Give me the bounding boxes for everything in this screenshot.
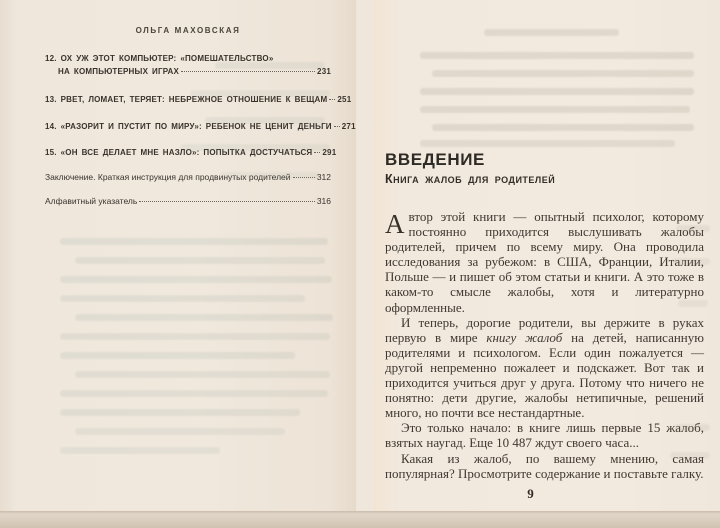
ghost-text-line [672,258,710,265]
ghost-text-line [60,352,295,359]
ghost-text-line [676,225,710,232]
ghost-text-line [215,62,325,69]
ghost-text-line [670,452,710,459]
toc-page-number: 231 [317,67,331,76]
toc-row [45,195,331,208]
text-run: Какая из жалоб, по вашему мнению, самая популярная? Просмотрите содержание и поставьте галку. [385,450,704,481]
page-number: 9 [527,486,534,501]
ghost-text-line [75,371,330,378]
ghost-text-line [190,90,330,97]
ghost-text-line [60,409,300,416]
ghost-text-line [432,70,694,77]
ghost-text-line [60,276,332,283]
page-bottom-edge [0,511,720,528]
toc-dotted-leader [139,201,315,202]
text-run: втор этой книги — опытный психолог, которому постоянно приходится выслушивать жалобы родителей, причем по всему миру. Она проводила исследования за рубежом: в США, Франции, Италии, Польше — и пишет об этом статьи и книги. А это тоже в каком-то смысле жалобы, хотя и литературно оформленные. [385,209,704,315]
toc-dotted-leader [329,99,335,100]
toc-entry-text: 13. РВЕТ, ЛОМАЕТ, ТЕРЯЕТ: НЕБРЕЖНОЕ ОТНОШЕНИЕ К ВЕЩАМ [45,95,328,104]
toc-entry-text: НА КОМПЬЮТЕРНЫХ ИГРАХ [58,67,180,76]
ghost-text-line [75,314,333,321]
ghost-text-line [420,88,694,95]
ghost-text-line [60,333,330,340]
toc-entry-text: 12. ОХ УЖ ЭТОТ КОМПЬЮТЕР: «ПОМЕШАТЕЛЬСТВО» [45,54,274,63]
toc [45,52,356,208]
paragraph [385,420,704,450]
ghost-text-line [75,428,285,435]
ghost-text-line [60,447,220,454]
ghost-text-line [674,424,710,431]
toc-page-number: 271 [341,122,356,131]
text-run: И теперь, дорогие родители, вы держите в руках первую в мире [385,314,704,345]
body-text [385,209,704,481]
ghost-text-line [60,238,328,245]
running-head-author: ОЛЬГА МАХОВСКАЯ [135,26,241,35]
text-run: Это только начало: в книге лишь первые 15 жалоб, взятых наугад. Еще 10 487 ждут своего часа... [385,420,704,451]
text-run: на детей, написанную родителями и психологом. Если один пожалуется — другой непременно пожалеет и подскажет. Вот так и приходится учиться друг у друга. Потому что ничего не понятно: дети другие, жалобы нетипичные, решений много, но почти все нестандартные. [385,329,704,421]
toc-entry-text: 15. «ОН ВСЕ ДЕЛАЕТ МНЕ НАЗЛО»: ПОПЫТКА ДОСТУЧАТЬСЯ [45,148,313,157]
paragraph [385,209,704,315]
ghost-text-line [420,52,694,59]
toc-page-number: 316 [316,196,331,206]
toc-dotted-leader [181,71,315,72]
toc-dotted-leader [334,126,340,127]
ghost-text-line [432,124,694,131]
toc-leader-row [45,195,331,208]
toc-page-number: 291 [322,148,337,157]
ghost-text-line [484,29,619,36]
ghost-text-line [205,117,325,124]
ghost-text-line [678,300,708,307]
toc-entry-text: 14. «РАЗОРИТ И ПУСТИТ ПО МИРУ»: РЕБЕНОК НЕ ЦЕНИТ ДЕНЬГИ [45,122,332,131]
toc-page-number: 251 [337,95,352,104]
chapter-title: ВВЕДЕНИЕ [385,150,485,169]
ghost-text-line [420,140,675,147]
ghost-text-line [60,390,328,397]
left-page [0,0,356,528]
book-gutter [340,0,394,528]
toc-entry-text: Заключение. Краткая инструкция для продвинутых родителей [45,172,291,182]
ghost-text-line [60,295,305,302]
chapter-head [385,150,704,186]
chapter-subtitle: Книга жалоб для родителей [385,172,556,186]
right-page [374,0,720,528]
toc-entry-text: Алфавитный указатель [45,196,138,206]
ghost-text-line [220,172,320,179]
paragraph [385,451,704,481]
ghost-text-line [180,144,330,151]
italic-phrase: книгу жалоб [486,329,563,345]
toc-dotted-leader [314,152,320,153]
toc-page-number: 312 [316,172,331,182]
paragraph [385,315,704,421]
ghost-text-line [75,257,325,264]
ghost-text-line [420,106,690,113]
drop-cap: А [385,209,405,239]
